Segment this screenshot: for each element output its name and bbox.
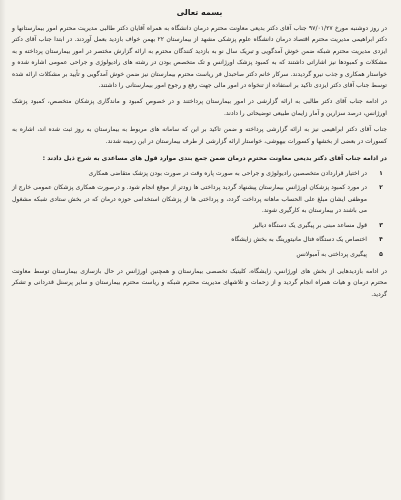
list-item-text: پیگیری پرداختی به آمبولانس [296,250,367,258]
list-item [12,168,387,179]
list-item-number: ۳ [379,221,383,229]
list-item-number: ۲ [379,184,383,192]
list-item-number: ۱ [379,170,383,178]
paragraph-hospital-report: در ادامه جناب آقای دکتر طالبی به ارائه گزارشی در امور بیمارستان پرداختند و در خصوص کمبود و ماندگاری پزشکان متخصص، کمبود پزشک اورژانس، درصد سزارین و آمار زایمان طبیعی توضیحاتی را دادند. [12,98,387,117]
list-item-text: در مورد کمبود پزشکان اورژانس بیمارستان پیشنهاد گردید پرداختی ها زودتر از موقع انجام شود. و درصورت همکاری پزشکان عمومی خارج از موظفی ایشان مبلغ علی الحساب ماهانه پرداخت گردد، و پرداختی ها از پزشکان استخدامی حوزه درمان که در بخش ستادی شبکه مشغول می باشند در بیمارستان به کارگیری شوند. [12,184,367,215]
list-item-text: در اختیار قراردادن متخصصین رادیولوژی و جراحی به صورت پاره وقت در صورت بودن پزشک متقاضی همکاری [88,170,367,178]
paragraph-closing: در ادامه بازدیدهایی از بخش های اورژانس، زایشگاه، کلینیک تخصصی بیمارستان و همچنین اورژانس در حال بازسازی بیمارستان توسط معاونت محترم درمان و هیات همراه انجام گردید و از زحمات و تلاشهای مدیریت محترم شبکه و ریاست محترم بیمارستان و سایر پرسنل قدردانی و تشکر گردید. [12,267,387,298]
list-item [12,220,387,231]
list-item-text: قول مساعد مبنی بر پیگیری یک دستگاه دیالیز [253,221,367,229]
commitments-list [12,168,387,260]
scan-edge-shadow [0,0,6,500]
list-item [12,249,387,260]
list-item-text: اختصاص یک دستگاه فتال مانیتورینگ به بخش زایشگاه [231,236,367,244]
list-item-number: ۵ [379,250,383,258]
paragraph-visit-intro: در روز دوشنبه مورخ ۹۷/۰۱/۲۷ جناب آقای دکتر بدیعی معاونت محترم درمان دانشگاه به همراه آقایان دکتر طالبی مدیریت محترم امور بیمارستانها و دکتر ابراهیمی مدیریت محترم اقتصاد درمان دانشگاه علوم پزشکی مشهد از بیمارستان ۲۲ بهمن خواف بازدید بعمل آوردند. در ابتدا جناب آقای دکتر ایزدی مدیریت محترم شبکه ضمن خوش آمدگویی و تبریک سال نو به بازدید کنندگان محترم به ارائه گزارش مختصر در امور بیمارستان پرداخته و به مشکلات و کمبودها نیز اشاراتی داشتند که به کمبود پزشک اورژانس و تک متخصص بودن در رشته های رادیولوژی و جراحی عمومی اشاره شده و خواستار همکاری و جذب نیرو گردیدند. سرکار خانم دکتر صاحبدل فر ریاست محترم بیمارستان نیز ضمن خوش آمدگویی و تأیید بر مشکلات ارائه شده توسط جناب آقای دکتر ایزدی تاکید بر استفاده از تنخواه در امور مالی جهت رفع و رجوع امور بیمارستانی را داشتند. [12,25,387,90]
document-heading: بسمه تعالی [176,8,223,17]
paragraph-finance-report: جناب آقای دکتر ابراهیمی نیز به ارائه گزارشی پرداخته و ضمن تاکید بر این که سامانه های مربوط به بیمارستان به روز ثبت شده اند، اشاره به کسورات در بعضی از بخشها و کسورات بیهوشی، خواستار ارائه گزارشی از طرف بیمارستان در این زمینه شدند. [12,126,387,145]
list-item [12,182,387,216]
commitments-heading: در ادامه جناب آقای دکتر بدیعی معاونت محترم درمان ضمن جمع بندی موارد قول های مساعدی به شرح ذیل دادند : [42,155,387,163]
list-item-number: ۴ [379,236,383,244]
list-item [12,234,387,245]
